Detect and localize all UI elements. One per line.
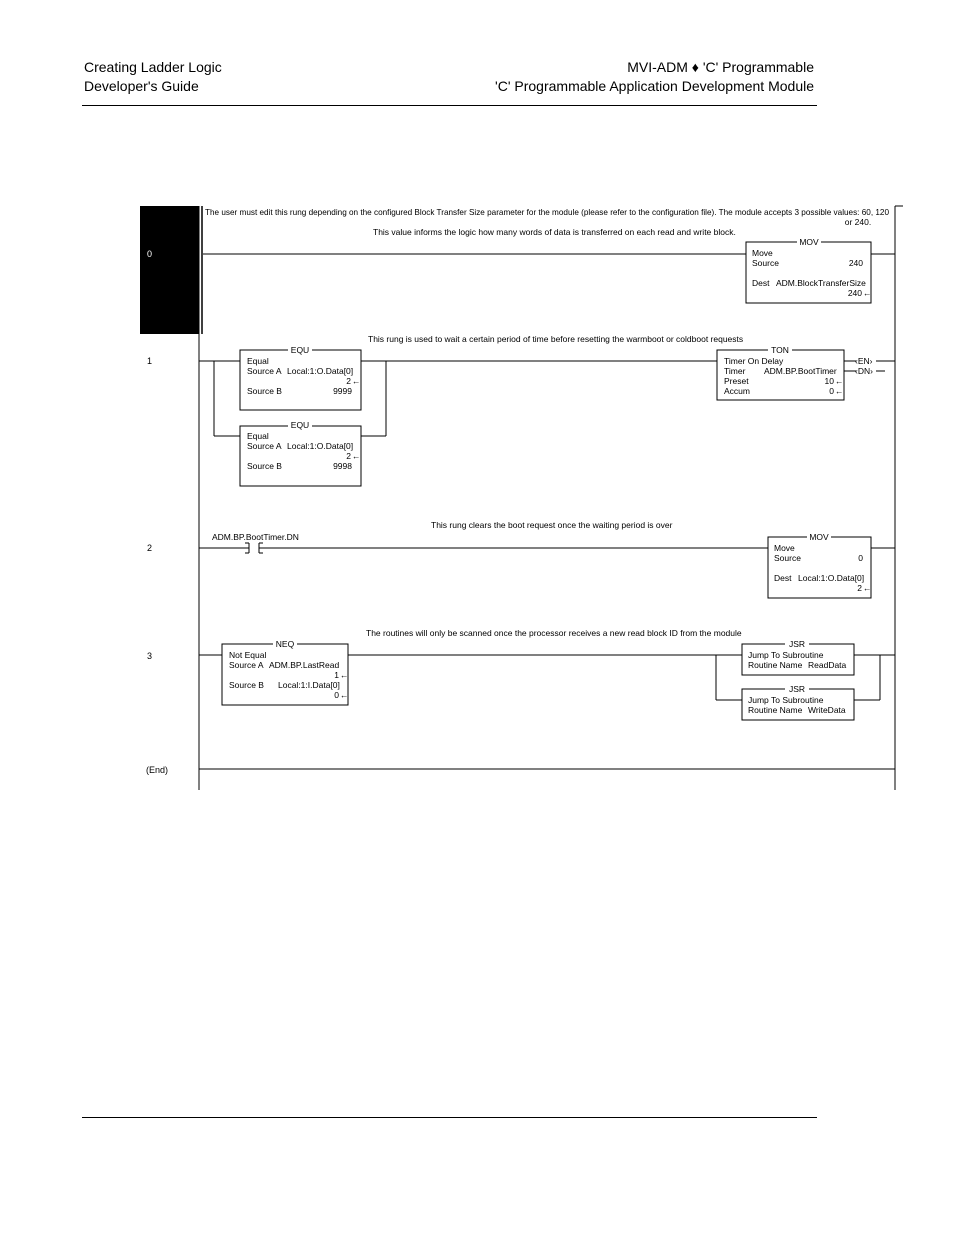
rung3-jsr1-type: JSR — [788, 639, 806, 649]
rung1-ton-name: Timer On Delay — [724, 356, 784, 366]
rung2-mov-source-value: 0 — [858, 553, 863, 563]
rung3-jsr1-routine-value: ReadData — [808, 660, 847, 670]
rung1-ton-accum-arrow-icon: ← — [835, 386, 844, 396]
rung1-ton-accum-label: Accum — [724, 386, 750, 396]
rung1-number: 1 — [147, 356, 153, 366]
rung2-mov-dest-tag: Local:1:O.Data[0] — [798, 573, 865, 583]
rung3-neq-source-a-arrow-icon: ← — [340, 670, 349, 680]
rung0-mov-source-value: 240 — [848, 258, 863, 268]
rung1-equ1-arrow-icon: ← — [352, 376, 361, 386]
rung3-neq-source-a-label: Source A — [229, 660, 264, 670]
rung1-equ1-source-a-tag: Local:1:O.Data[0] — [287, 366, 354, 376]
header-left-title: Creating Ladder Logic — [84, 59, 222, 75]
rung1-dn-label: DN — [857, 366, 871, 376]
rung1-equ2-type: EQU — [290, 420, 310, 430]
rung2-mov-source-label: Source — [774, 553, 801, 563]
rung3-neq-source-b-label: Source B — [229, 680, 264, 690]
rung3-neq-source-b-arrow-icon: ← — [340, 690, 349, 700]
rung1-equ2-source-b-value: 9998 — [333, 461, 352, 471]
rung3-jsr1-routine-label: Routine Name — [748, 660, 803, 670]
header-left-subtitle: Developer's Guide — [84, 78, 199, 94]
rung3-neq-source-b-tag: Local:1:I.Data[0] — [278, 680, 340, 690]
rung1-en-output: ‹EN› — [855, 356, 873, 366]
rung3-neq-type: NEQ — [275, 639, 295, 649]
rung1-equ1-name: Equal — [247, 356, 269, 366]
rung1-equ1-block[interactable] — [240, 345, 361, 410]
rung1-equ1-source-b-label: Source B — [247, 386, 282, 396]
rung1-equ2-source-a-label: Source A — [247, 441, 282, 451]
rung1-equ1-source-b-value: 9999 — [333, 386, 352, 396]
rung1-equ1-source-a-label: Source A — [247, 366, 282, 376]
rung1-equ2-arrow-icon: ← — [352, 451, 361, 461]
rung1-dn-output: ‹DN› — [855, 366, 873, 376]
rung2-mov-name: Move — [774, 543, 795, 553]
rung2-contact-tag: ADM.BP.BootTimer.DN — [212, 532, 299, 542]
rung3-jsr1-name: Jump To Subroutine — [748, 650, 824, 660]
rung1-equ2-block[interactable] — [240, 420, 361, 486]
rung1-ton-timer-label: Timer — [724, 366, 746, 376]
rung3-jsr2-routine-label: Routine Name — [748, 705, 803, 715]
header-right-subtitle: 'C' Programmable Application Development Module — [495, 78, 814, 94]
rung2-mov-block[interactable] — [768, 532, 872, 598]
header-right-title: MVI-ADM ♦ 'C' Programmable — [627, 59, 814, 75]
rung1-ton-preset-label: Preset — [724, 376, 749, 386]
end-rung-label: (End) — [146, 765, 169, 775]
rung3-number: 3 — [147, 651, 153, 661]
rung1-equ1-type: EQU — [290, 345, 310, 355]
rung1-equ2-name: Equal — [247, 431, 269, 441]
rung1-ton-preset-arrow-icon: ← — [835, 376, 844, 386]
rung1-ton-preset-value: 10 — [824, 376, 834, 386]
rung0-mov-type: MOV — [799, 237, 819, 247]
rung1-ton-accum-value: 0 — [829, 386, 834, 396]
rung3-jsr2-type: JSR — [788, 684, 806, 694]
rung3-comment: The routines will only be scanned once the processor receives a new read block ID from the module — [366, 628, 742, 638]
rung3-jsr2-routine-value: WriteData — [808, 705, 846, 715]
rung1-equ2-source-a-value: 2 — [346, 451, 351, 461]
rung1-ton-type: TON — [771, 345, 789, 355]
rung2-mov-dest-arrow-icon: ← — [863, 583, 872, 593]
rung0-mov-block[interactable] — [746, 237, 872, 303]
rung1-ton-block[interactable] — [717, 345, 844, 400]
rung0-comment-line2: or 240. — [844, 217, 872, 227]
rung0-comment-line1: The user must edit this rung depending on the configured Block Transfer Size parameter for the module (please refer to the configuration file). The module accepts 3 possible values: 60, 120 — [205, 207, 890, 217]
rung1-comment: This rung is used to wait a certain period of time before resetting the warmboot or coldboot requests — [368, 334, 744, 344]
rung3-neq-name: Not Equal — [229, 650, 267, 660]
rung0-mov-dest-label: Dest — [752, 278, 770, 288]
rung0-mov-source-label: Source — [752, 258, 779, 268]
rung0-mov-dest-arrow-icon: ← — [863, 288, 872, 298]
rung2-mov-dest-value: 2 — [857, 583, 862, 593]
rung3-neq-source-a-tag: ADM.BP.LastRead — [269, 660, 340, 670]
rung2-mov-type: MOV — [809, 532, 829, 542]
rung3-neq-source-b-value: 0 — [334, 690, 339, 700]
rung0-mov-dest-tag: ADM.BlockTransferSize — [776, 278, 866, 288]
rung0-mov-dest-value: 240 — [847, 288, 862, 298]
rung2-comment: This rung clears the boot request once the waiting period is over — [431, 520, 673, 530]
rung2-number: 2 — [147, 543, 153, 553]
rung1-ton-timer-tag: ADM.BP.BootTimer — [764, 366, 837, 376]
rung3-neq-block[interactable] — [222, 639, 349, 705]
rung0-comment-line3: This value informs the logic how many words of data is transferred on each read and write block. — [373, 227, 736, 237]
rung2-mov-dest-label: Dest — [774, 573, 792, 583]
rung1-equ1-source-a-value: 2 — [346, 376, 351, 386]
rung0-selection-marker — [140, 206, 199, 334]
rung0-number: 0 — [147, 249, 153, 259]
rung0-mov-name: Move — [752, 248, 773, 258]
rung1-en-label: EN — [857, 356, 870, 366]
rung3-neq-source-a-value: 1 — [334, 670, 339, 680]
rung3-jsr2-name: Jump To Subroutine — [748, 695, 824, 705]
rung1-equ2-source-b-label: Source B — [247, 461, 282, 471]
rung3-jsr1-block[interactable] — [742, 639, 854, 675]
rung1-equ2-source-a-tag: Local:1:O.Data[0] — [287, 441, 354, 451]
rung3-jsr2-block[interactable] — [742, 684, 854, 720]
